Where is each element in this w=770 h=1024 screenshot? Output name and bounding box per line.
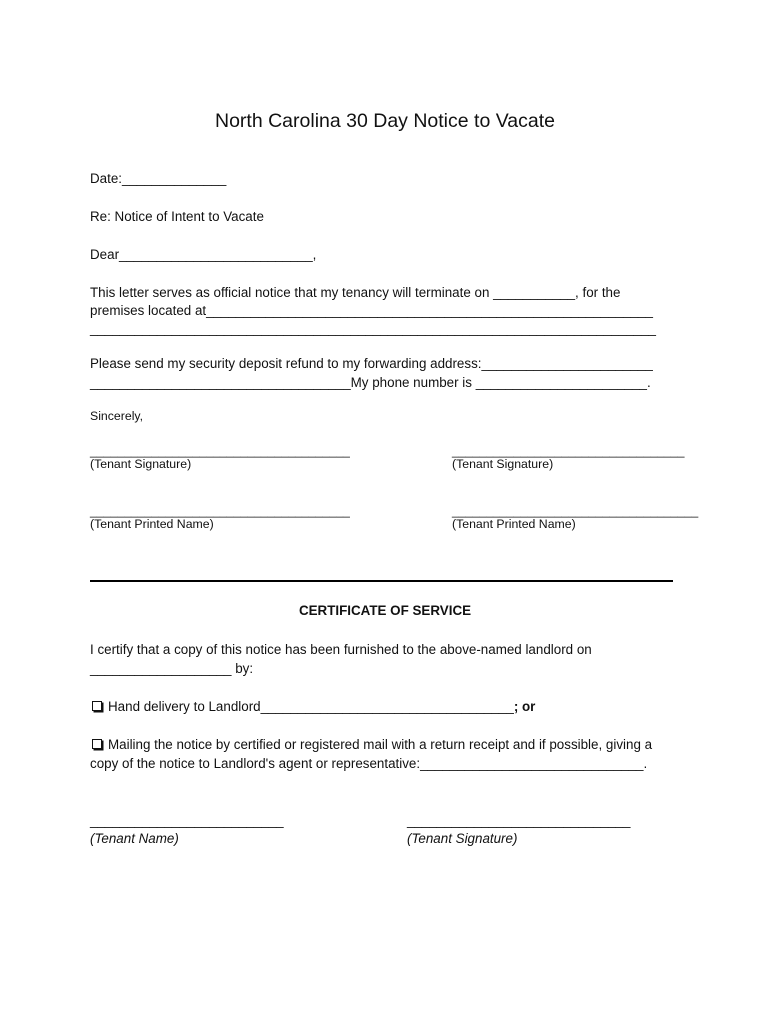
section-divider [90, 580, 673, 582]
certify-text-line-2: ___________________ by: [90, 661, 254, 676]
tenancy-text-line-3: ____________________________________________________________________________ [90, 321, 656, 336]
checkbox-icon [92, 701, 102, 711]
option-hand-delivery-label: Hand delivery to Landlord__________________________________ [108, 699, 514, 714]
tenancy-text-line-2: premises located at____________________________________________________________ [90, 303, 653, 318]
signature-blank-right: __________________________________ [452, 444, 685, 458]
option-mailing-line-2: copy of the notice to Landlord's agent or representative:______________________________. [90, 756, 648, 771]
page-title: North Carolina 30 Day Notice to Vacate [215, 110, 555, 132]
option-hand-delivery [92, 699, 535, 715]
tenant-name-label: (Tenant Name) [90, 831, 179, 846]
tenant-signature-label-right: (Tenant Signature) [452, 457, 554, 471]
option-hand-delivery-suffix: ; or [513, 699, 536, 714]
closing-text: Sincerely, [90, 409, 144, 423]
tenant-name-blank: __________________________ [90, 813, 284, 828]
option-mailing [92, 737, 652, 753]
tenant-signature-label-left: (Tenant Signature) [90, 457, 192, 471]
option-mailing-label: Mailing the notice by certified or registered mail with a return receipt and if possible, giving a [108, 737, 653, 752]
date-line: Date:______________ [90, 171, 227, 186]
tenant-signature-blank: ______________________________ [407, 813, 631, 828]
printed-name-blank-left: ______________________________________ [90, 504, 350, 518]
tenancy-text-line-1: This letter serves as official notice that my tenancy will terminate on ___________, for the [90, 285, 621, 300]
certificate-heading: CERTIFICATE OF SERVICE [298, 603, 472, 618]
printed-name-blank-right: ____________________________________ [452, 504, 699, 518]
checkbox-icon [92, 739, 102, 749]
tenant-printed-name-label-left: (Tenant Printed Name) [90, 517, 214, 531]
deposit-text-line-2: ___________________________________My phone number is _______________________. [90, 375, 651, 390]
salutation-line: Dear__________________________, [90, 247, 317, 262]
tenant-printed-name-label-right: (Tenant Printed Name) [452, 517, 576, 531]
signature-blank-left: ______________________________________ [90, 444, 350, 458]
re-line: Re: Notice of Intent to Vacate [90, 209, 264, 224]
tenant-signature-label: (Tenant Signature) [407, 831, 518, 846]
deposit-text-line-1: Please send my security deposit refund to my forwarding address:_______________________ [90, 356, 653, 371]
certify-text-line-1: I certify that a copy of this notice has been furnished to the above-named landlord on [90, 642, 592, 657]
